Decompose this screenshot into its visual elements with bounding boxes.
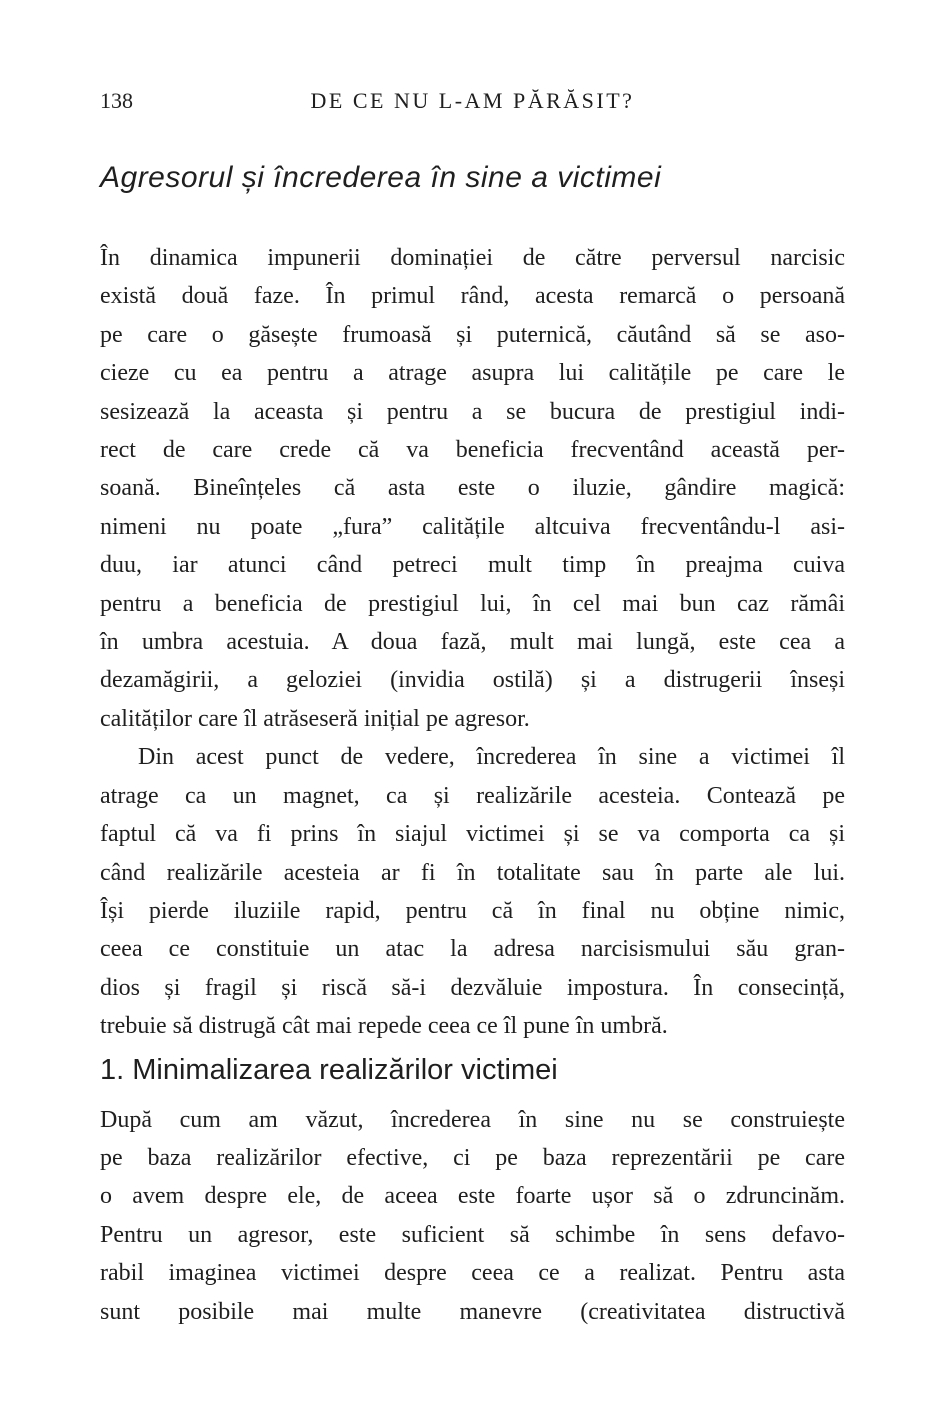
text-line: trebuie să distrugă cât mai repede ceea ce îl pune în umbră. bbox=[100, 1013, 668, 1040]
text-line: faptul că va fi prins în siajul victimei și se va comporta ca și bbox=[100, 821, 845, 848]
paragraph bbox=[100, 1101, 845, 1331]
section-title: Agresorul și încrederea în sine a victimei bbox=[100, 161, 662, 194]
subsection-title: 1. Minimalizarea realizărilor victimei bbox=[100, 1053, 558, 1086]
text-line: duu, iar atunci când petreci mult timp în preajma cuiva bbox=[100, 552, 845, 579]
paragraph bbox=[100, 738, 845, 1045]
text-line: Pentru un agresor, este suficient să schimbe în sens defavo- bbox=[100, 1221, 845, 1248]
text-line: dios și fragil și riscă să-i dezvăluie impostura. În consecință, bbox=[100, 974, 845, 1001]
text-line: dezamăgirii, a geloziei (invidia ostilă) și a distrugerii înseși bbox=[100, 667, 845, 694]
text-line: sunt posibile mai multe manevre (creativitatea distructivă bbox=[100, 1298, 845, 1325]
text-line: calităților care îl atrăseseră inițial pe agresor. bbox=[100, 705, 530, 732]
text-line: rabil imaginea victimei despre ceea ce a realizat. Pentru asta bbox=[100, 1260, 845, 1287]
text-line: pe care o găsește frumoasă și puternică, căutând să se aso- bbox=[100, 321, 845, 348]
text-line: când realizările acesteia ar fi în totalitate sau în parte ale lui. bbox=[100, 859, 845, 886]
text-line: pentru a beneficia de prestigiul lui, în cel mai bun caz rămâi bbox=[100, 590, 845, 617]
text-line: cieze cu ea pentru a atrage asupra lui calitățile pe care le bbox=[100, 360, 845, 387]
text-line: soană. Bineînțeles că asta este o iluzie, gândire magică: bbox=[100, 475, 845, 502]
text-line: pe baza realizărilor efective, ci pe baza reprezentării pe care bbox=[100, 1144, 845, 1171]
text-line: există două faze. În primul rând, acesta remarcă o persoană bbox=[100, 283, 845, 310]
text-line: sesizează la aceasta și pentru a se bucura de prestigiul indi- bbox=[100, 398, 845, 425]
text-line: nimeni nu poate „fura” calitățile altcuiva frecventându-l asi- bbox=[100, 513, 845, 540]
text-line: o avem despre ele, de aceea este foarte ușor să o zdruncinăm. bbox=[100, 1183, 845, 1210]
page-number: 138 bbox=[100, 88, 133, 113]
text-line: Din acest punct de vedere, încrederea în sine a victimei îl bbox=[138, 744, 845, 771]
page-header bbox=[100, 88, 845, 114]
text-line: în umbra acestuia. A doua fază, mult mai lungă, este cea a bbox=[100, 629, 845, 656]
text-line: rect de care crede că va beneficia frecventând această per- bbox=[100, 437, 845, 464]
text-line: ceea ce constituie un atac la adresa narcisismului său gran- bbox=[100, 936, 845, 963]
text-line: Își pierde iluziile rapid, pentru că în final nu obține nimic, bbox=[100, 897, 845, 924]
paragraph bbox=[100, 239, 845, 738]
text-line: După cum am văzut, încrederea în sine nu se construiește bbox=[100, 1106, 845, 1133]
running-title: DE CE NU L-AM PĂRĂSIT? bbox=[310, 88, 635, 113]
body-text bbox=[100, 239, 845, 1331]
text-line: atrage ca un magnet, ca și realizările acesteia. Contează pe bbox=[100, 782, 845, 809]
text-line: În dinamica impunerii dominației de către perversul narcisic bbox=[100, 245, 845, 271]
